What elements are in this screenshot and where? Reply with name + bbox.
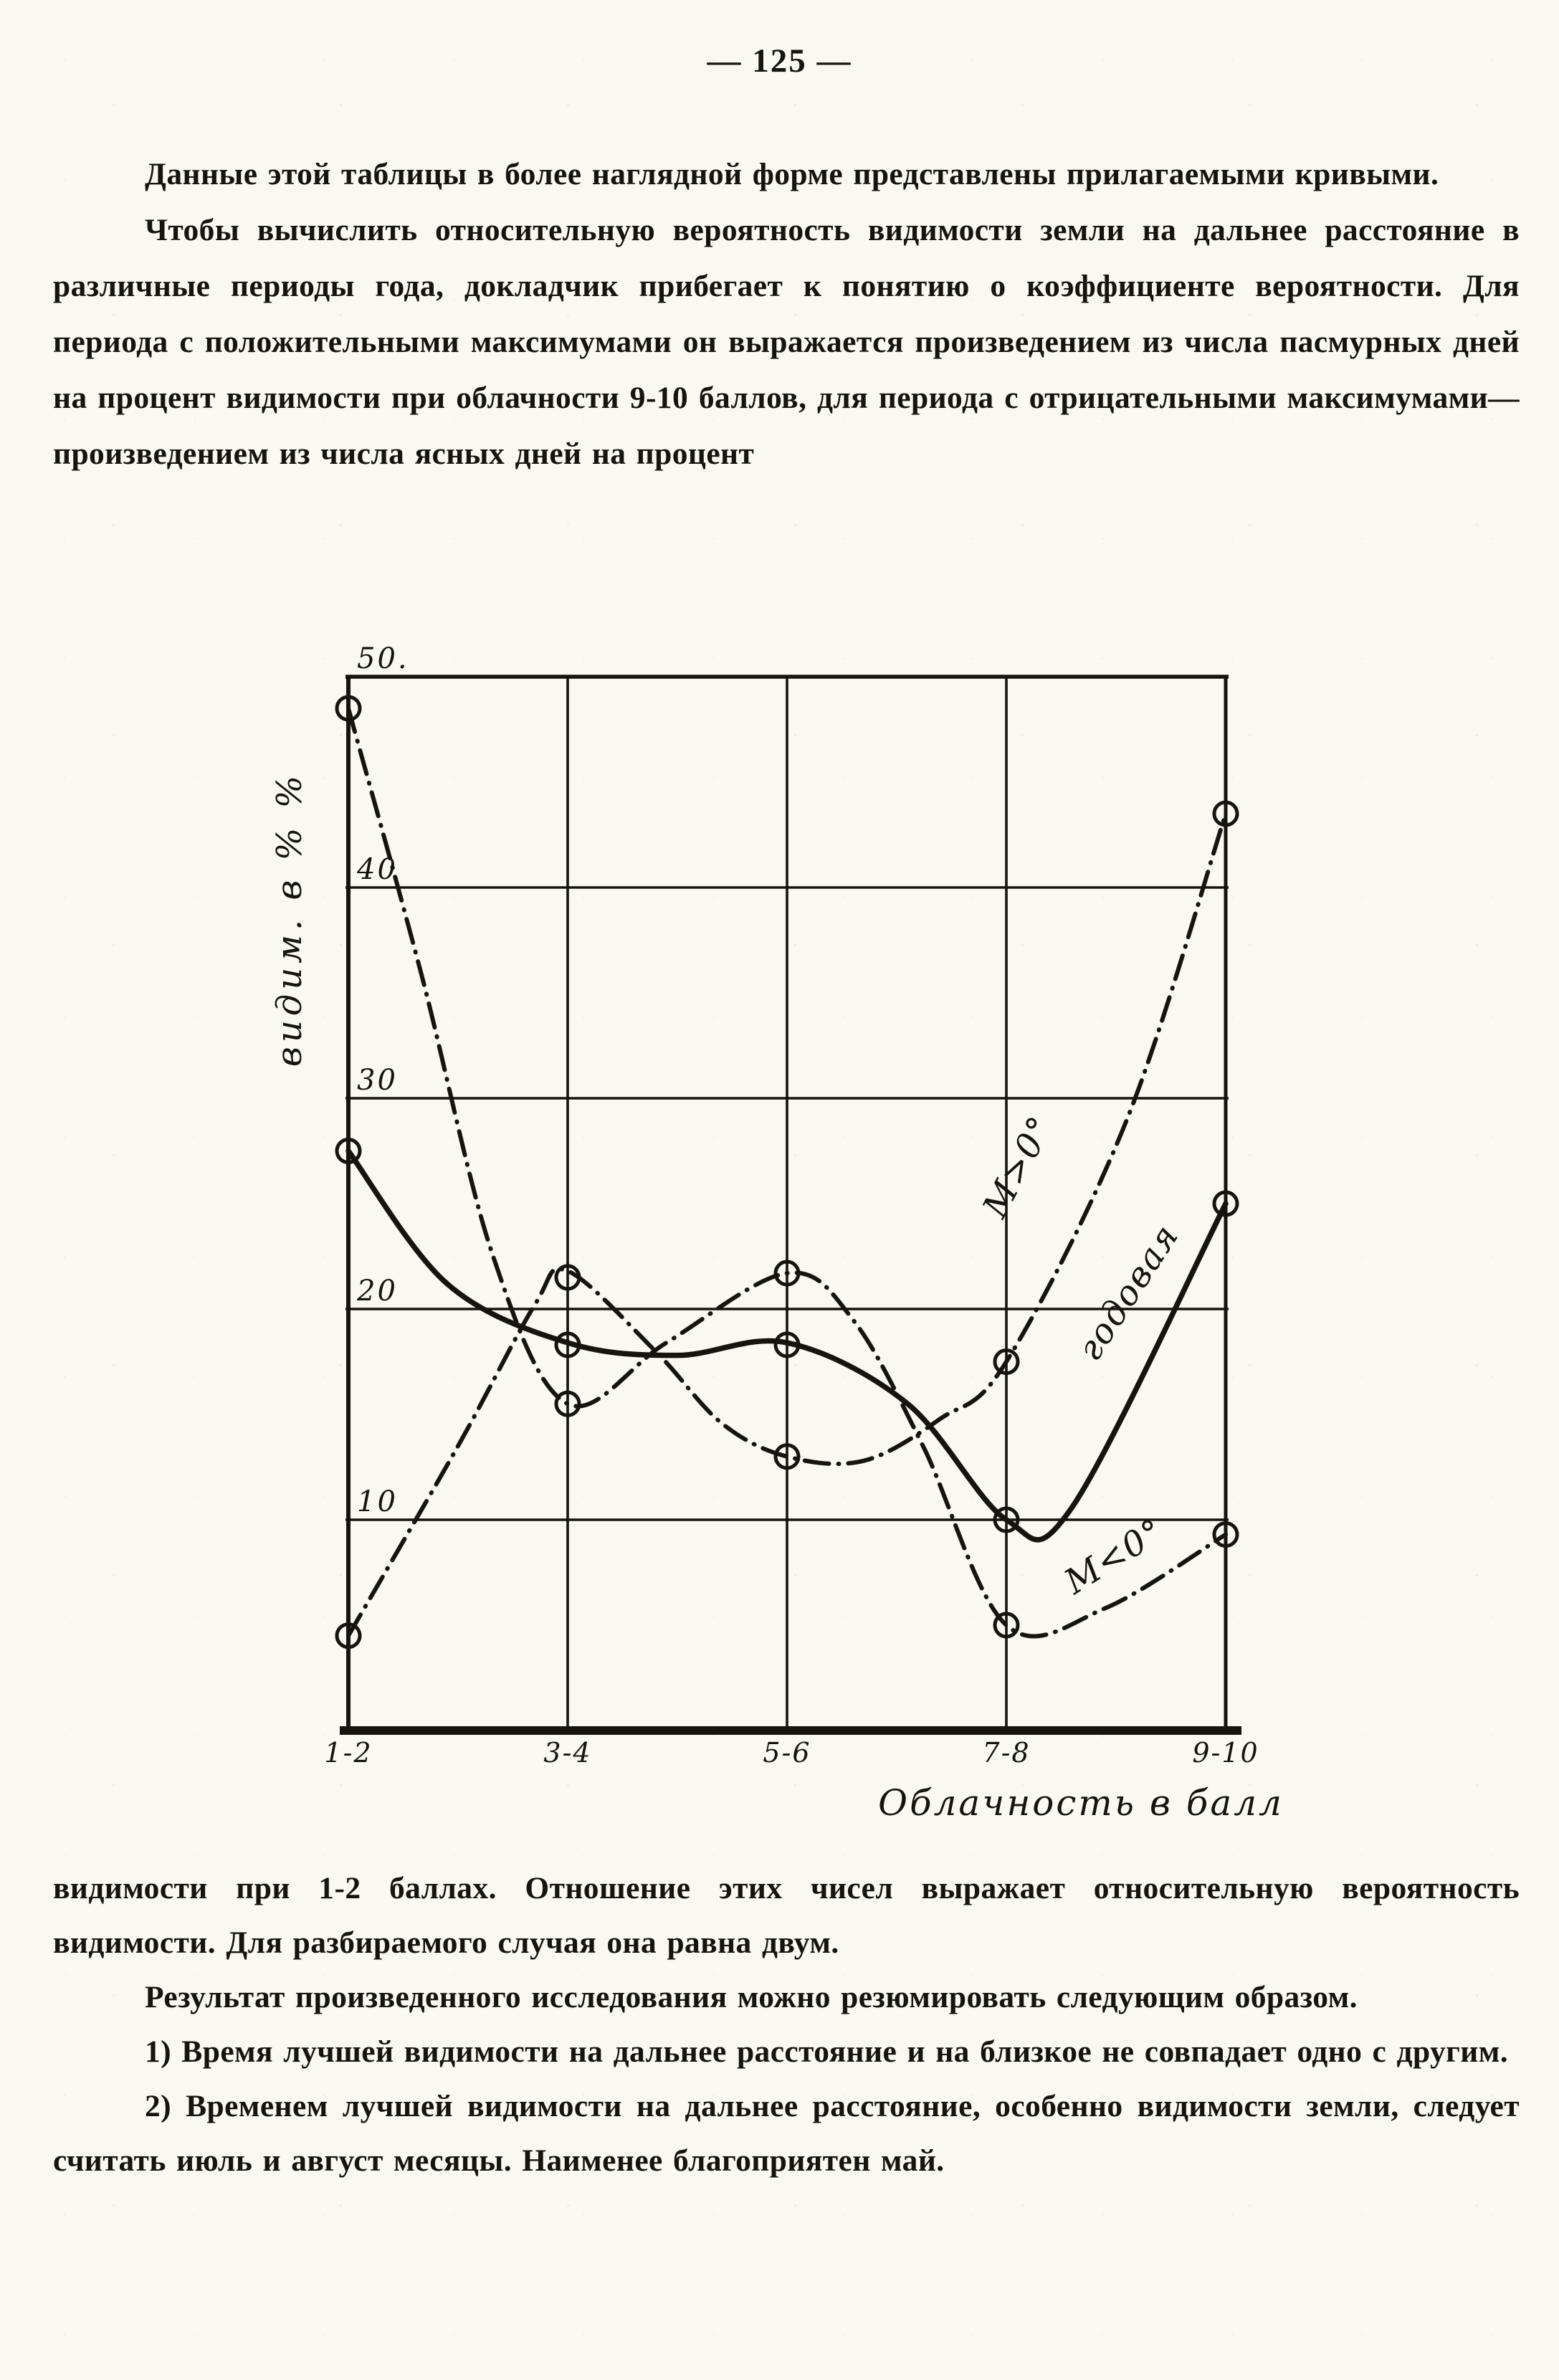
x-tick-label: 1-2 bbox=[324, 1737, 373, 1769]
paragraph: Результат произведенного исследования можно резюмировать следующим образом. bbox=[145, 1980, 1358, 2014]
x-tick-label: 3-4 bbox=[543, 1737, 592, 1769]
x-tick-label: 9-10 bbox=[1192, 1737, 1259, 1769]
paragraph: 1) Время лучшей видимости на дальнее расстояние и на близкое не совпадает одно с другим. bbox=[145, 2034, 1509, 2069]
bottom-text-block bbox=[53, 1861, 1520, 2188]
y-axis-title: видим. в % % bbox=[270, 771, 310, 1067]
y-tick-label: 10 bbox=[357, 1485, 398, 1518]
curve-label-m-lt-0: М<0° bbox=[1057, 1510, 1171, 1603]
curve-label-godovaya: годовая bbox=[1069, 1217, 1188, 1368]
curve-label-m-gt-0: М>0° bbox=[975, 1109, 1062, 1224]
x-tick-label: 7-8 bbox=[982, 1737, 1031, 1769]
paragraph: 2) Временем лучшей видимости на дальнее расстояние, особенно видимости земли, следует считать июль и август месяцы. Наименее благоприятен май. bbox=[53, 2089, 1520, 2178]
x-axis-title: Облачность в балл bbox=[878, 1782, 1284, 1824]
visibility-chart bbox=[257, 604, 1310, 1880]
figure-visibility-vs-cloudiness bbox=[257, 604, 1310, 1880]
paragraph: Чтобы вычислить относительную вероятность видимости земли на дальнее расстояние в различные периоды года, докладчик прибегает к понятию о коэффициенте вероятности. Для периода с положительными максимумами он выражается произведением из числа пасмурных дней на процент видимости при облачности 9-10 баллов, для периода с отрицательными максимумами—произведением из числа ясных дней на процент bbox=[53, 213, 1520, 471]
paragraph: видимости при 1-2 баллах. Отношение этих чисел выражает относительную вероятность видимости. Для разбираемого случая она равна двум. bbox=[53, 1871, 1520, 1960]
paragraph: Данные этой таблицы в более наглядной форме представлены прилагаемыми кривыми. bbox=[145, 157, 1439, 191]
page-number: — 125 — bbox=[707, 42, 852, 80]
y-tick-label: 40 bbox=[357, 853, 398, 886]
y-tick-label: 20 bbox=[357, 1275, 398, 1308]
top-text-block bbox=[53, 146, 1520, 482]
y-tick-label: 50. bbox=[357, 642, 409, 675]
x-tick-label: 5-6 bbox=[763, 1737, 811, 1769]
y-tick-label: 30 bbox=[357, 1064, 398, 1097]
